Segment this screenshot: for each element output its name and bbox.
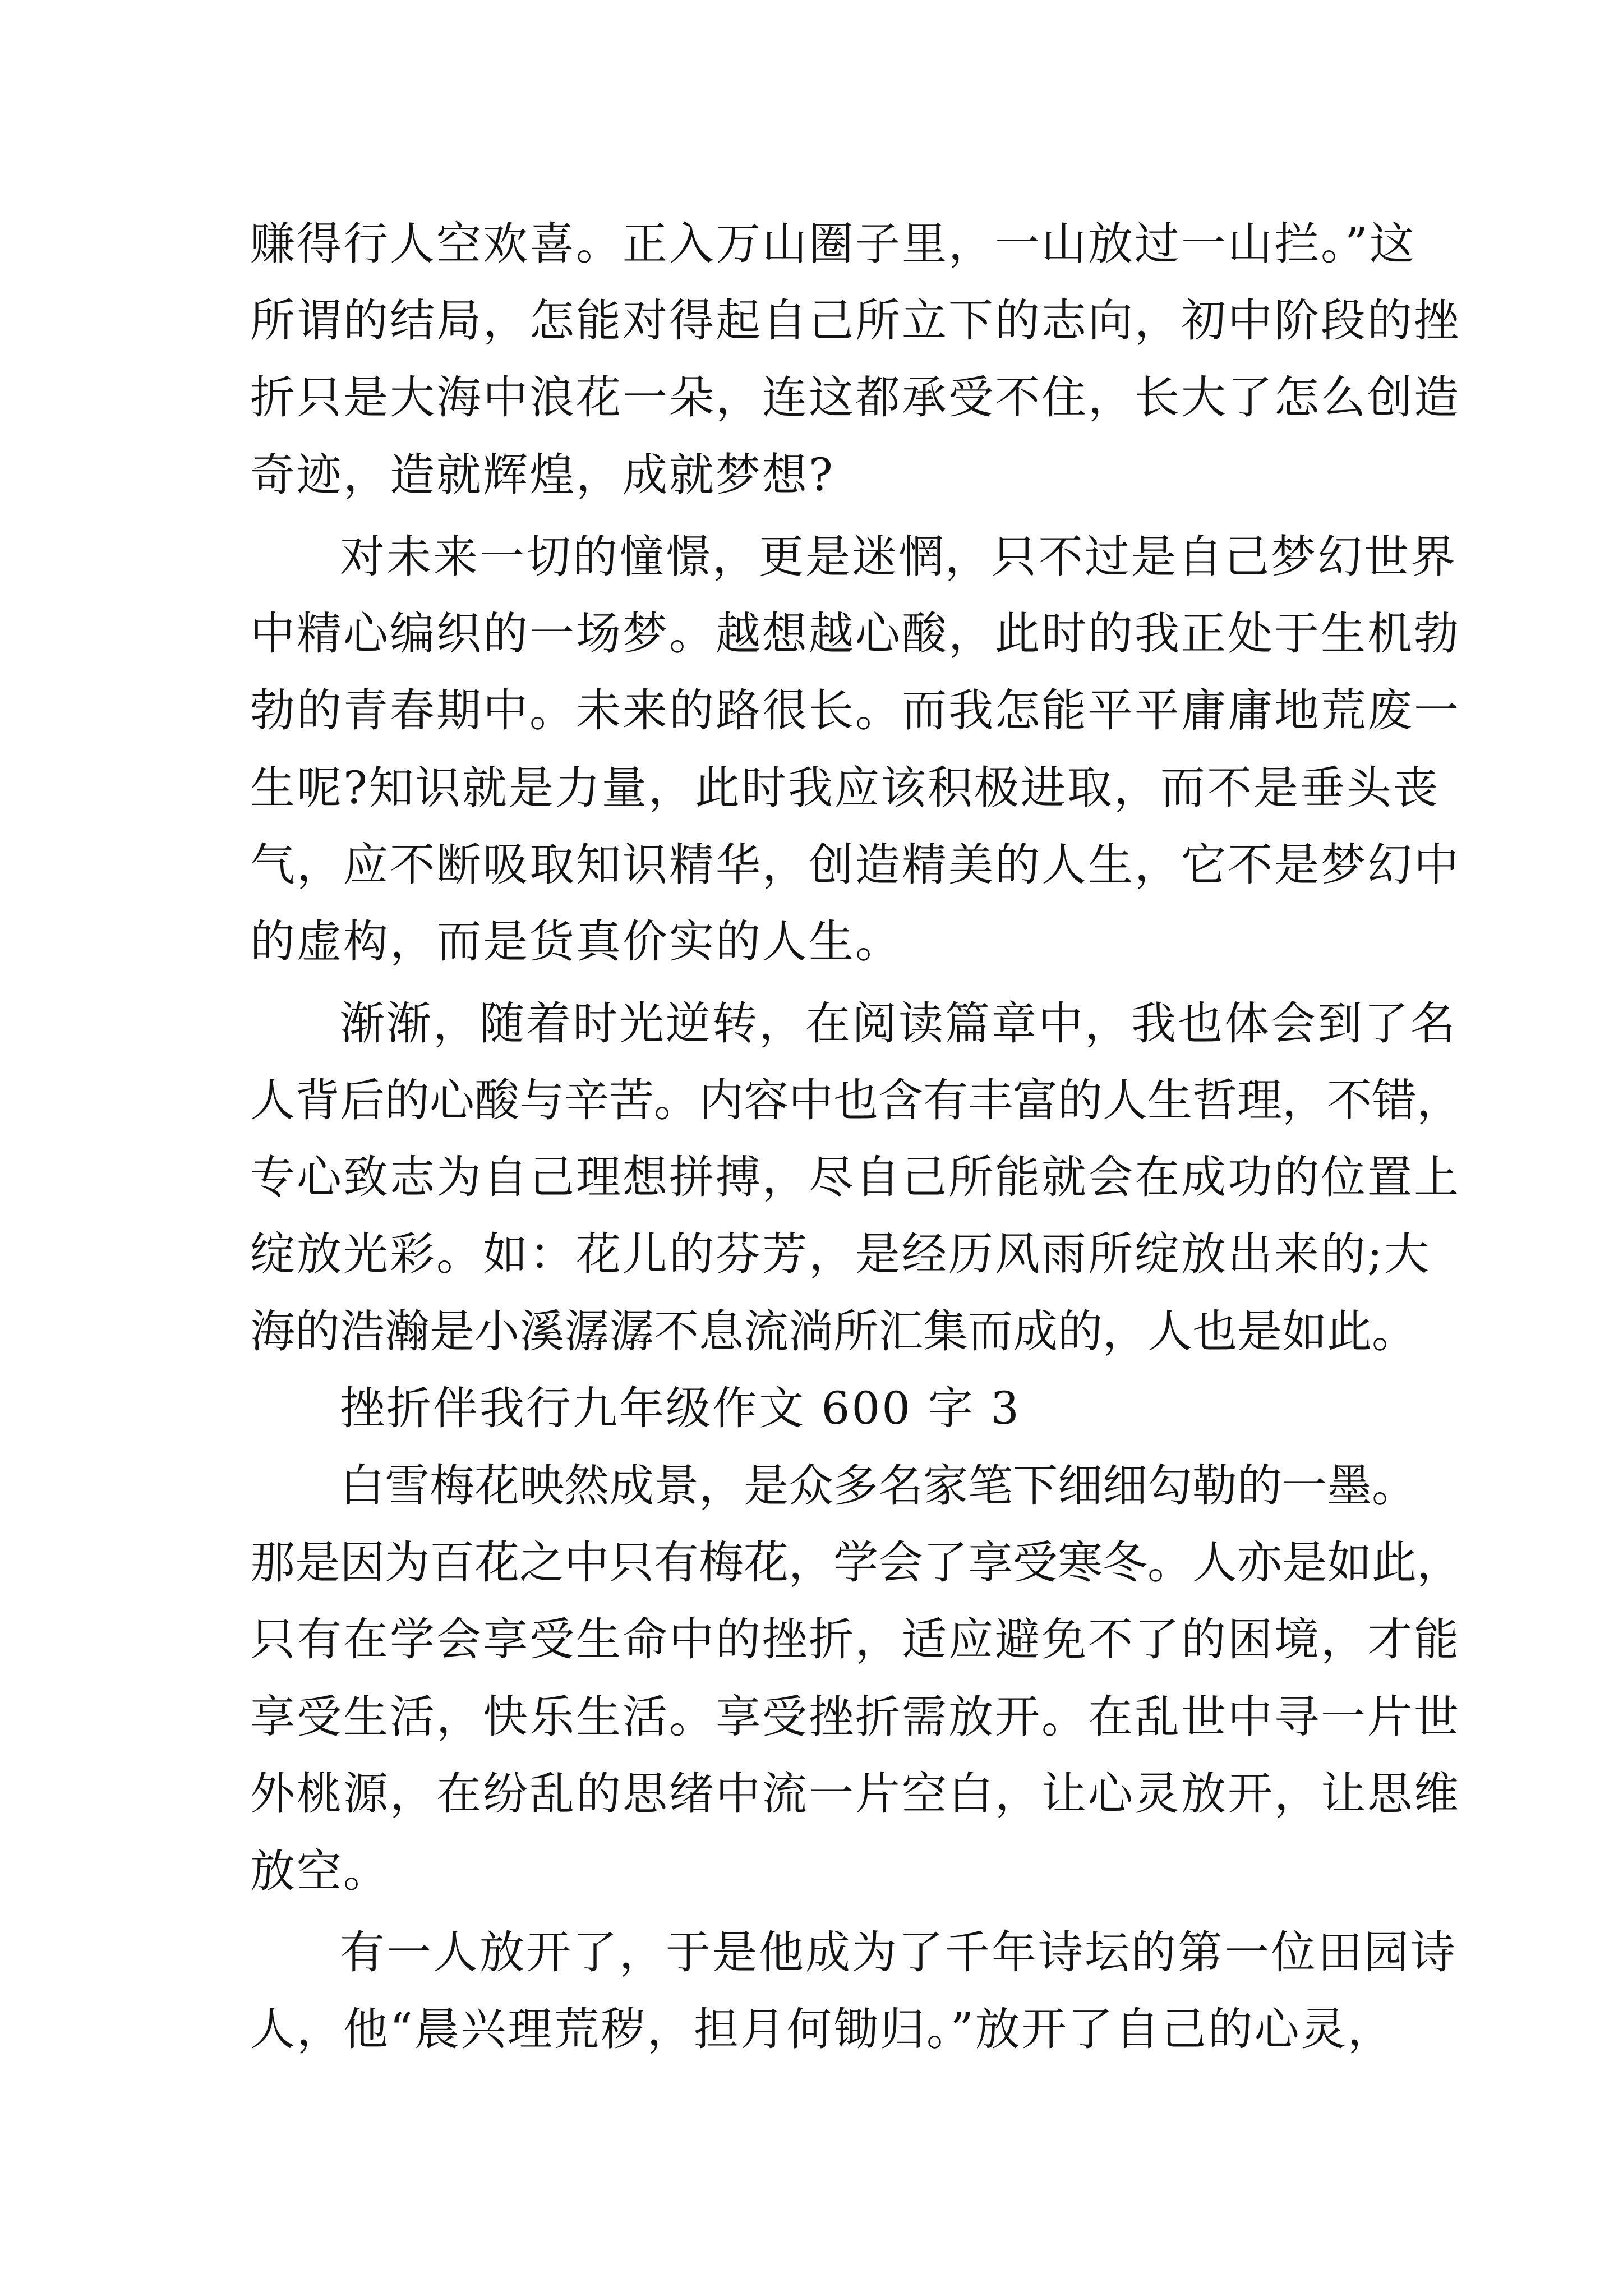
text-line: 白雪梅花映然成景，是众多名家笔下细细勾勒的一墨。 [340,1460,1417,1512]
text-line: 人背后的心酸与辛苦。内容中也含有丰富的人生哲理，不错， [250,1074,1461,1126]
text-line: 专心致志为自己理想拼搏，尽自己所能就会在成功的位置上 [250,1151,1460,1203]
text-line: 奇迹，造就辉煌，成就梦想? [250,449,834,501]
text-line: 那是因为百花之中只有梅花，学会了享受寒冬。人亦是如此， [250,1536,1461,1589]
text-line: 的虚构，而是货真价实的人生。 [250,915,902,968]
text-line: 勃的青春期中。未来的路很长。而我怎能平平庸庸地荒废一 [250,684,1460,737]
section-heading: 挫折伴我行九年级作文 600 字 3 [340,1382,1021,1434]
text-line: 海的浩瀚是小溪潺潺不息流淌所汇集而成的，人也是如此。 [250,1305,1417,1358]
text-line: 对未来一切的憧憬，更是迷惘，只不过是自己梦幻世界 [340,531,1457,583]
text-line: 生呢?知识就是力量，此时我应该积极进取，而不是垂头丧 [250,762,1440,814]
text-line: 只有在学会享受生命中的挫折，适应避免不了的困境，才能 [250,1613,1460,1665]
text-line: 外桃源，在纷乱的思绪中流一片空白，让心灵放开，让思维 [250,1768,1460,1820]
text-line: 有一人放开了，于是他成为了千年诗坛的第一位田园诗 [340,1926,1457,1978]
text-line: 气，应不断吸取知识精华，创造精美的人生，它不是梦幻中 [250,839,1460,891]
text-line: 赚得行人空欢喜。正入万山圈子里，一山放过一山拦。”这 [250,218,1416,270]
text-line: 人，他“晨兴理荒秽，担月何锄归。”放开了自己的心灵， [250,2003,1394,2055]
text-line: 折只是大海中浪花一朵，连这都承受不住，长大了怎么创造 [250,371,1460,424]
text-line: 中精心编织的一场梦。越想越心酸，此时的我正处于生机勃 [250,608,1460,660]
text-line: 享受生活，快乐生活。享受挫折需放开。在乱世中寻一片世 [250,1691,1460,1743]
text-line: 放空。 [250,1845,390,1897]
text-line: 渐渐，随着时光逆转，在阅读篇章中，我也体会到了名 [340,997,1457,1050]
text-line: 绽放光彩。如：花儿的芬芳，是经历风雨所绽放出来的;大 [250,1228,1431,1280]
text-line: 所谓的结局，怎能对得起自己所立下的志向，初中阶段的挫 [250,295,1460,347]
